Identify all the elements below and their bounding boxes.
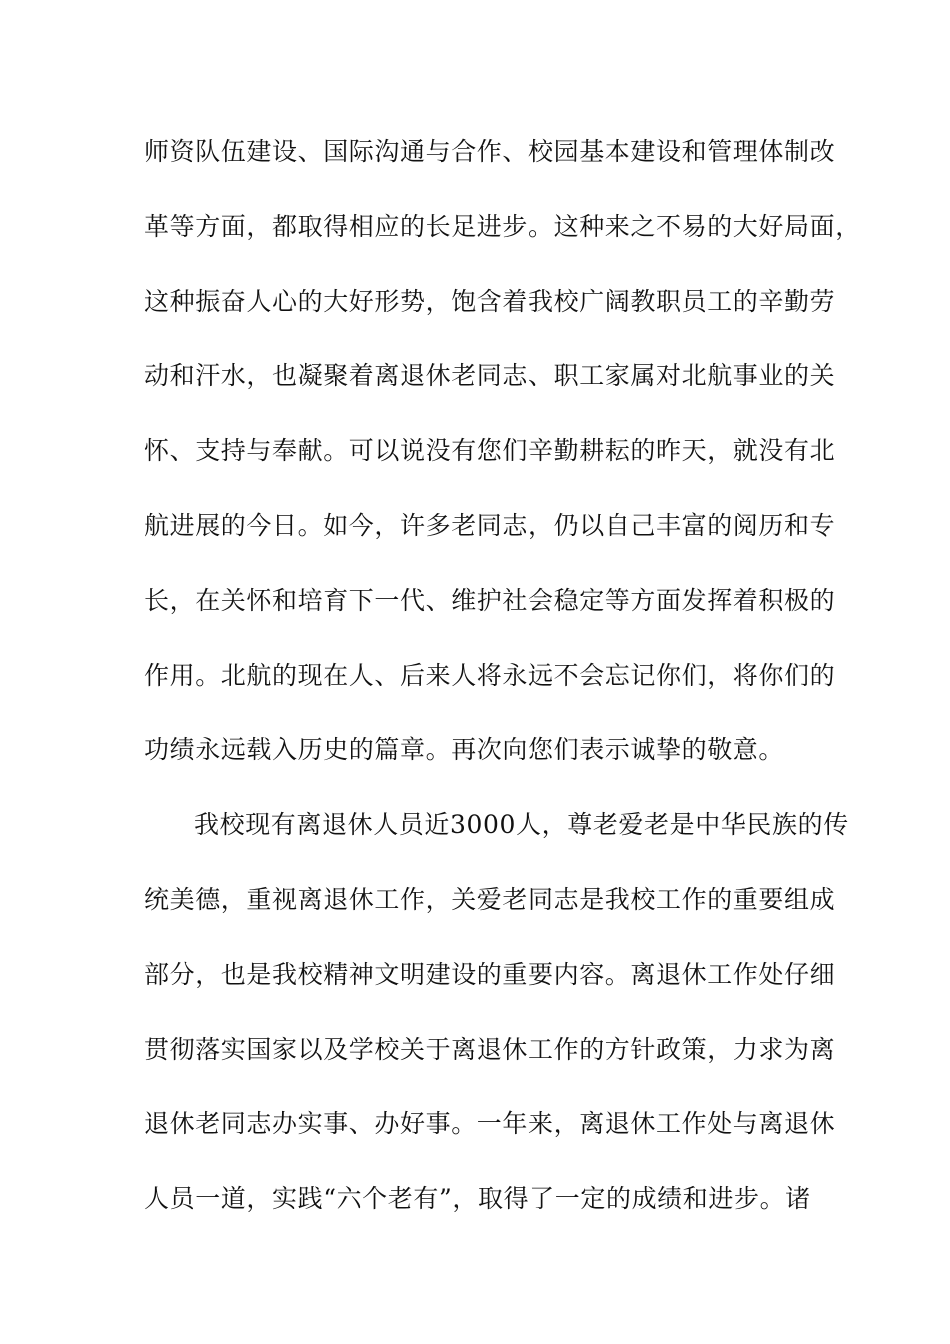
paragraph-first-line: 我校现有离退休人员近3000人，尊老爱老是中华民族的传 xyxy=(194,810,849,840)
text-line: 作用。北航的现在人、后来人将永远不会忘记你们，将你们的 xyxy=(144,660,836,690)
text-line: 这种振奋人心的大好形势，饱含着我校广阔教职员工的辛勤劳 xyxy=(144,286,836,316)
text-line: 怀、支持与奉献。可以说没有您们辛勤耕耘的昨天，就没有北 xyxy=(144,436,836,466)
text-line: 贯彻落实国家以及学校关于离退休工作的方针政策，力求为离 xyxy=(144,1034,836,1064)
text-line: 航进展的今日。如今，许多老同志，仍以自己丰富的阅历和专 xyxy=(144,510,836,540)
text-line: 功绩永远载入历史的篇章。再次向您们表示诚挚的敬意。 xyxy=(144,735,785,765)
text-line: 人员一道，实践“六个老有”，取得了一定的成绩和进步。诸 xyxy=(144,1184,811,1214)
text-line: 革等方面，都取得相应的长足进步。这种来之不易的大好局面， xyxy=(144,211,861,241)
text-line: 退休老同志办实事、办好事。一年来，离退休工作处与离退休 xyxy=(144,1109,836,1139)
text-line: 师资队伍建设、国际沟通与合作、校园基本建设和管理体制改 xyxy=(144,137,836,166)
text-line: 长，在关怀和培育下一代、维护社会稳定等方面发挥着积极的 xyxy=(144,585,836,615)
text-line: 部分，也是我校精神文明建设的重要内容。离退休工作处仔细 xyxy=(144,959,836,989)
text-line: 统美德，重视离退休工作，关爱老同志是我校工作的重要组成 xyxy=(144,884,836,914)
text-line: 动和汗水，也凝聚着离退休老同志、职工家属对北航事业的关 xyxy=(144,361,836,391)
body-text xyxy=(144,130,861,1252)
